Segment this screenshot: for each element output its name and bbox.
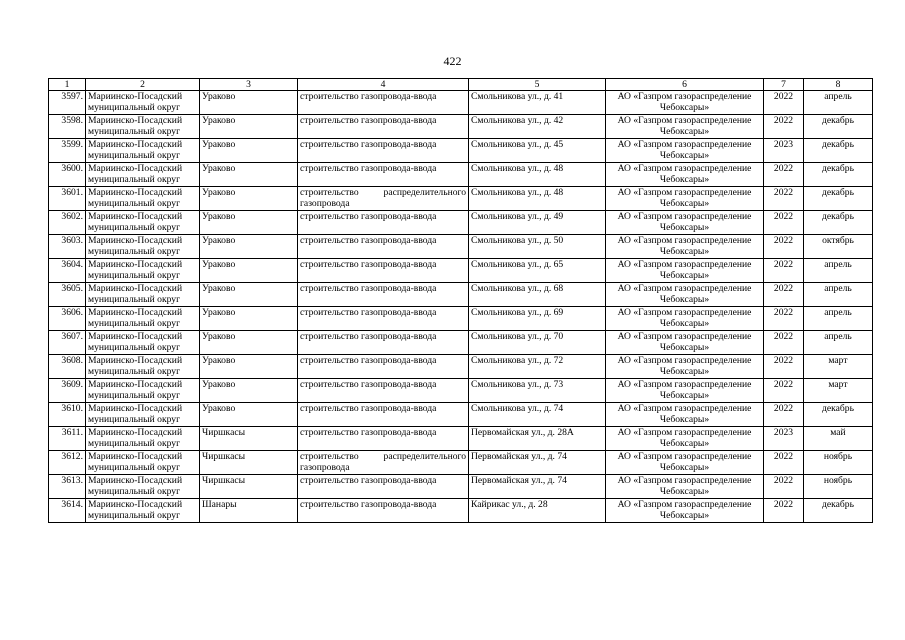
table-row xyxy=(49,307,873,331)
month-cell: декабрь xyxy=(804,163,873,187)
district-cell xyxy=(86,355,200,379)
table-row xyxy=(49,427,873,451)
locality-cell: Чиршкасы xyxy=(200,427,298,451)
district-cell xyxy=(86,451,200,475)
table-row xyxy=(49,115,873,139)
district-cell xyxy=(86,187,200,211)
organization-cell xyxy=(606,259,764,283)
work-type-cell xyxy=(298,307,469,331)
month-cell: март xyxy=(804,379,873,403)
year-cell: 2022 xyxy=(764,403,804,427)
column-header: 8 xyxy=(804,79,873,91)
row-number-cell: 3604. xyxy=(49,259,86,283)
organization-line: АО «Газпром газораспределение xyxy=(617,355,752,366)
locality-cell: Ураково xyxy=(200,307,298,331)
month-cell: апрель xyxy=(804,307,873,331)
district-line: Мариинско-Посадский xyxy=(88,163,183,174)
district-cell xyxy=(86,163,200,187)
month-cell: октябрь xyxy=(804,235,873,259)
locality-cell: Ураково xyxy=(200,259,298,283)
month-cell: декабрь xyxy=(804,115,873,139)
district-line: Мариинско-Посадский xyxy=(88,379,183,390)
table-row xyxy=(49,211,873,235)
year-cell: 2022 xyxy=(764,187,804,211)
address-cell: Смольникова ул., д. 50 xyxy=(469,235,606,259)
organization-cell xyxy=(606,451,764,475)
district-line: муниципальный округ xyxy=(88,222,181,234)
year-cell: 2022 xyxy=(764,379,804,403)
work-type-line: строительство газопровода-ввода xyxy=(300,283,437,294)
table-row xyxy=(49,259,873,283)
month-cell: ноябрь xyxy=(804,475,873,499)
work-type-line: строительство газопровода-ввода xyxy=(300,379,437,390)
organization-line: АО «Газпром газораспределение xyxy=(617,115,752,126)
work-type-line: строительство газопровода-ввода xyxy=(300,91,437,102)
work-type-cell xyxy=(298,355,469,379)
month-cell: май xyxy=(804,427,873,451)
organization-line: Чебоксары» xyxy=(659,270,710,282)
address-cell: Смольникова ул., д. 73 xyxy=(469,379,606,403)
work-type-line: строительство газопровода-ввода xyxy=(300,211,437,222)
organization-line: АО «Газпром газораспределение xyxy=(617,211,752,222)
column-header: 2 xyxy=(86,79,200,91)
district-line: муниципальный округ xyxy=(88,390,181,402)
organization-line: Чебоксары» xyxy=(659,318,710,330)
registry-body xyxy=(49,91,873,523)
row-number-cell: 3610. xyxy=(49,403,86,427)
district-line: Мариинско-Посадский xyxy=(88,475,183,486)
row-number-cell: 3602. xyxy=(49,211,86,235)
address-cell: Смольникова ул., д. 72 xyxy=(469,355,606,379)
district-cell xyxy=(86,259,200,283)
table-row xyxy=(49,451,873,475)
address-cell: Смольникова ул., д. 70 xyxy=(469,331,606,355)
address-cell: Первомайская ул., д. 74 xyxy=(469,475,606,499)
organization-cell xyxy=(606,331,764,355)
district-line: Мариинско-Посадский xyxy=(88,283,183,294)
work-type-cell xyxy=(298,331,469,355)
organization-cell xyxy=(606,379,764,403)
organization-line: АО «Газпром газораспределение xyxy=(617,235,752,246)
table-row xyxy=(49,163,873,187)
district-line: Мариинско-Посадский xyxy=(88,499,183,510)
row-number-cell: 3603. xyxy=(49,235,86,259)
district-cell xyxy=(86,403,200,427)
district-line: муниципальный округ xyxy=(88,438,181,450)
district-line: муниципальный округ xyxy=(88,318,181,330)
organization-line: АО «Газпром газораспределение xyxy=(617,403,752,414)
year-cell: 2022 xyxy=(764,355,804,379)
address-cell: Смольникова ул., д. 65 xyxy=(469,259,606,283)
work-type-line: строительство распределительного xyxy=(300,187,466,198)
organization-cell xyxy=(606,235,764,259)
district-cell xyxy=(86,499,200,523)
work-type-line: строительство газопровода-ввода xyxy=(300,139,437,150)
work-type-line: строительство газопровода-ввода xyxy=(300,235,437,246)
address-cell: Смольникова ул., д. 49 xyxy=(469,211,606,235)
table-row xyxy=(49,379,873,403)
month-cell: декабрь xyxy=(804,211,873,235)
organization-line: АО «Газпром газораспределение xyxy=(617,475,752,486)
work-type-line: газопровода xyxy=(300,198,350,210)
month-cell: апрель xyxy=(804,91,873,115)
address-cell: Первомайская ул., д. 74 xyxy=(469,451,606,475)
district-line: муниципальный округ xyxy=(88,342,181,354)
table-row xyxy=(49,235,873,259)
locality-cell: Ураково xyxy=(200,403,298,427)
locality-cell: Ураково xyxy=(200,379,298,403)
month-cell: декабрь xyxy=(804,499,873,523)
work-type-line: строительство газопровода-ввода xyxy=(300,259,437,270)
row-number-cell: 3609. xyxy=(49,379,86,403)
district-cell xyxy=(86,211,200,235)
organization-line: АО «Газпром газораспределение xyxy=(617,427,752,438)
month-cell: апрель xyxy=(804,283,873,307)
organization-line: Чебоксары» xyxy=(659,126,710,138)
district-line: муниципальный округ xyxy=(88,486,181,498)
organization-cell xyxy=(606,115,764,139)
work-type-cell xyxy=(298,451,469,475)
district-line: Мариинско-Посадский xyxy=(88,187,183,198)
organization-cell xyxy=(606,307,764,331)
district-line: Мариинско-Посадский xyxy=(88,91,183,102)
address-cell: Смольникова ул., д. 42 xyxy=(469,115,606,139)
organization-cell xyxy=(606,475,764,499)
organization-line: АО «Газпром газораспределение xyxy=(617,163,752,174)
organization-line: Чебоксары» xyxy=(659,222,710,234)
row-number-cell: 3613. xyxy=(49,475,86,499)
locality-cell: Ураково xyxy=(200,91,298,115)
organization-line: АО «Газпром газораспределение xyxy=(617,331,752,342)
locality-cell: Ураково xyxy=(200,139,298,163)
district-line: муниципальный округ xyxy=(88,366,181,378)
work-type-cell xyxy=(298,379,469,403)
organization-line: Чебоксары» xyxy=(659,462,710,474)
district-line: Мариинско-Посадский xyxy=(88,451,183,462)
year-cell: 2022 xyxy=(764,259,804,283)
district-line: Мариинско-Посадский xyxy=(88,115,183,126)
row-number-cell: 3607. xyxy=(49,331,86,355)
locality-cell: Ураково xyxy=(200,355,298,379)
row-number-cell: 3597. xyxy=(49,91,86,115)
table-row xyxy=(49,499,873,523)
district-line: Мариинско-Посадский xyxy=(88,211,183,222)
month-cell: декабрь xyxy=(804,187,873,211)
month-cell: ноябрь xyxy=(804,451,873,475)
district-line: Мариинско-Посадский xyxy=(88,355,183,366)
organization-line: АО «Газпром газораспределение xyxy=(617,139,752,150)
work-type-line: строительство газопровода-ввода xyxy=(300,163,437,174)
district-line: муниципальный округ xyxy=(88,102,181,114)
work-type-cell xyxy=(298,91,469,115)
district-line: Мариинско-Посадский xyxy=(88,307,183,318)
organization-cell xyxy=(606,283,764,307)
work-type-cell xyxy=(298,499,469,523)
column-header: 3 xyxy=(200,79,298,91)
year-cell: 2022 xyxy=(764,163,804,187)
month-cell: апрель xyxy=(804,259,873,283)
organization-line: АО «Газпром газораспределение xyxy=(617,379,752,390)
district-cell xyxy=(86,91,200,115)
organization-line: Чебоксары» xyxy=(659,414,710,426)
page-number: 422 xyxy=(443,54,462,68)
year-cell: 2023 xyxy=(764,427,804,451)
month-cell: апрель xyxy=(804,331,873,355)
work-type-cell xyxy=(298,115,469,139)
table-row xyxy=(49,331,873,355)
work-type-line: строительство газопровода-ввода xyxy=(300,427,437,438)
district-line: муниципальный округ xyxy=(88,126,181,138)
address-cell: Первомайская ул., д. 28А xyxy=(469,427,606,451)
column-header: 6 xyxy=(606,79,764,91)
organization-cell xyxy=(606,355,764,379)
district-line: Мариинско-Посадский xyxy=(88,427,183,438)
district-line: муниципальный округ xyxy=(88,150,181,162)
row-number-cell: 3612. xyxy=(49,451,86,475)
locality-cell: Шанары xyxy=(200,499,298,523)
work-type-line: строительство газопровода-ввода xyxy=(300,403,437,414)
column-header: 7 xyxy=(764,79,804,91)
work-type-line: газопровода xyxy=(300,462,350,474)
organization-cell xyxy=(606,163,764,187)
work-type-line: строительство газопровода-ввода xyxy=(300,307,437,318)
row-number-cell: 3605. xyxy=(49,283,86,307)
district-cell xyxy=(86,235,200,259)
year-cell: 2022 xyxy=(764,499,804,523)
year-cell: 2022 xyxy=(764,451,804,475)
year-cell: 2022 xyxy=(764,211,804,235)
work-type-cell xyxy=(298,187,469,211)
work-type-line: строительство газопровода-ввода xyxy=(300,331,437,342)
locality-cell: Чиршкасы xyxy=(200,451,298,475)
column-header: 1 xyxy=(49,79,86,91)
address-cell: Кайрикас ул., д. 28 xyxy=(469,499,606,523)
district-line: муниципальный округ xyxy=(88,174,181,186)
locality-cell: Ураково xyxy=(200,115,298,139)
district-line: муниципальный округ xyxy=(88,198,181,210)
organization-line: АО «Газпром газораспределение xyxy=(617,259,752,270)
district-line: Мариинско-Посадский xyxy=(88,259,183,270)
work-type-cell xyxy=(298,403,469,427)
row-number-cell: 3608. xyxy=(49,355,86,379)
work-type-cell xyxy=(298,235,469,259)
column-number-row xyxy=(49,79,873,91)
district-cell xyxy=(86,427,200,451)
address-cell: Смольникова ул., д. 74 xyxy=(469,403,606,427)
work-type-cell xyxy=(298,139,469,163)
work-type-line: строительство газопровода-ввода xyxy=(300,499,437,510)
year-cell: 2022 xyxy=(764,331,804,355)
locality-cell: Ураково xyxy=(200,187,298,211)
row-number-cell: 3601. xyxy=(49,187,86,211)
row-number-cell: 3600. xyxy=(49,163,86,187)
year-cell: 2022 xyxy=(764,115,804,139)
district-line: Мариинско-Посадский xyxy=(88,139,183,150)
organization-line: АО «Газпром газораспределение xyxy=(617,187,752,198)
organization-line: Чебоксары» xyxy=(659,438,710,450)
table-row xyxy=(49,187,873,211)
locality-cell: Ураково xyxy=(200,235,298,259)
organization-line: АО «Газпром газораспределение xyxy=(617,451,752,462)
table-row xyxy=(49,283,873,307)
work-type-cell xyxy=(298,211,469,235)
organization-line: Чебоксары» xyxy=(659,366,710,378)
year-cell: 2023 xyxy=(764,139,804,163)
work-type-cell xyxy=(298,283,469,307)
row-number-cell: 3614. xyxy=(49,499,86,523)
district-cell xyxy=(86,331,200,355)
district-line: Мариинско-Посадский xyxy=(88,331,183,342)
address-cell: Смольникова ул., д. 48 xyxy=(469,187,606,211)
organization-cell xyxy=(606,403,764,427)
row-number-cell: 3611. xyxy=(49,427,86,451)
district-cell xyxy=(86,475,200,499)
district-cell xyxy=(86,283,200,307)
month-cell: декабрь xyxy=(804,139,873,163)
address-cell: Смольникова ул., д. 41 xyxy=(469,91,606,115)
organization-cell xyxy=(606,211,764,235)
address-cell: Смольникова ул., д. 45 xyxy=(469,139,606,163)
organization-cell xyxy=(606,499,764,523)
locality-cell: Ураково xyxy=(200,211,298,235)
locality-cell: Ураково xyxy=(200,331,298,355)
district-line: муниципальный округ xyxy=(88,270,181,282)
district-cell xyxy=(86,307,200,331)
organization-cell xyxy=(606,427,764,451)
organization-line: Чебоксары» xyxy=(659,342,710,354)
organization-cell xyxy=(606,187,764,211)
organization-line: Чебоксары» xyxy=(659,486,710,498)
address-cell: Смольникова ул., д. 69 xyxy=(469,307,606,331)
address-cell: Смольникова ул., д. 48 xyxy=(469,163,606,187)
organization-line: АО «Газпром газораспределение xyxy=(617,307,752,318)
row-number-cell: 3599. xyxy=(49,139,86,163)
district-cell xyxy=(86,379,200,403)
year-cell: 2022 xyxy=(764,235,804,259)
table-row xyxy=(49,475,873,499)
work-type-line: строительство газопровода-ввода xyxy=(300,355,437,366)
organization-line: АО «Газпром газораспределение xyxy=(617,91,752,102)
district-cell xyxy=(86,115,200,139)
work-type-cell xyxy=(298,163,469,187)
organization-line: Чебоксары» xyxy=(659,510,710,522)
organization-line: Чебоксары» xyxy=(659,198,710,210)
year-cell: 2022 xyxy=(764,91,804,115)
year-cell: 2022 xyxy=(764,475,804,499)
district-cell xyxy=(86,139,200,163)
organization-line: АО «Газпром газораспределение xyxy=(617,283,752,294)
month-cell: март xyxy=(804,355,873,379)
locality-cell: Чиршкасы xyxy=(200,475,298,499)
organization-line: АО «Газпром газораспределение xyxy=(617,499,752,510)
year-cell: 2022 xyxy=(764,283,804,307)
work-type-cell xyxy=(298,475,469,499)
gas-pipeline-registry-table xyxy=(48,78,873,523)
organization-line: Чебоксары» xyxy=(659,246,710,258)
work-type-cell xyxy=(298,427,469,451)
organization-line: Чебоксары» xyxy=(659,102,710,114)
organization-cell xyxy=(606,91,764,115)
locality-cell: Ураково xyxy=(200,283,298,307)
locality-cell: Ураково xyxy=(200,163,298,187)
district-line: муниципальный округ xyxy=(88,462,181,474)
district-line: муниципальный округ xyxy=(88,294,181,306)
work-type-line: строительство газопровода-ввода xyxy=(300,475,437,486)
address-cell: Смольникова ул., д. 68 xyxy=(469,283,606,307)
district-line: Мариинско-Посадский xyxy=(88,235,183,246)
work-type-line: строительство распределительного xyxy=(300,451,466,462)
organization-cell xyxy=(606,139,764,163)
organization-line: Чебоксары» xyxy=(659,294,710,306)
district-line: муниципальный округ xyxy=(88,246,181,258)
district-line: Мариинско-Посадский xyxy=(88,403,183,414)
year-cell: 2022 xyxy=(764,307,804,331)
row-number-cell: 3598. xyxy=(49,115,86,139)
table-row xyxy=(49,403,873,427)
month-cell: декабрь xyxy=(804,403,873,427)
district-line: муниципальный округ xyxy=(88,414,181,426)
column-header: 5 xyxy=(469,79,606,91)
table-row xyxy=(49,355,873,379)
table-row xyxy=(49,91,873,115)
column-header: 4 xyxy=(298,79,469,91)
table-row xyxy=(49,139,873,163)
organization-line: Чебоксары» xyxy=(659,390,710,402)
row-number-cell: 3606. xyxy=(49,307,86,331)
organization-line: Чебоксары» xyxy=(659,174,710,186)
organization-line: Чебоксары» xyxy=(659,150,710,162)
district-line: муниципальный округ xyxy=(88,510,181,522)
work-type-cell xyxy=(298,259,469,283)
work-type-line: строительство газопровода-ввода xyxy=(300,115,437,126)
